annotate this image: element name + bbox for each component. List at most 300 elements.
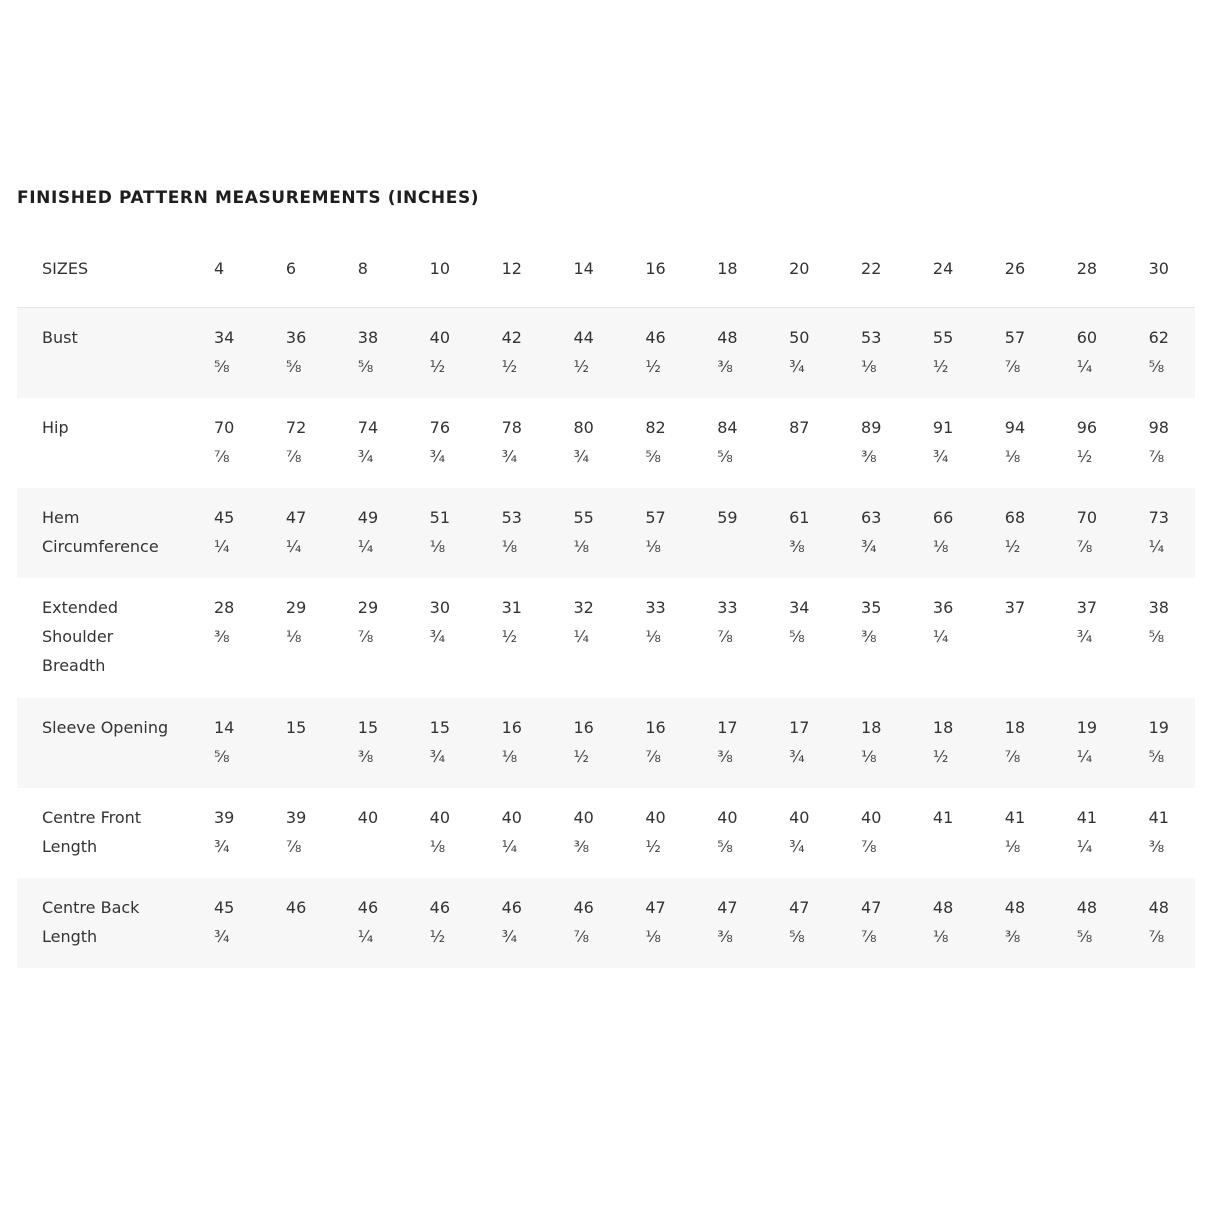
measurement-whole: 39 <box>285 808 307 827</box>
measurement-cell <box>692 398 764 488</box>
measurement-fraction: ¼ <box>932 627 949 646</box>
measurement-whole: 55 <box>573 508 594 527</box>
measurement-whole: 48 <box>932 898 954 917</box>
size-header-cell: 18 <box>692 230 764 308</box>
measurement-fraction: ⅞ <box>1148 447 1165 466</box>
measurement-whole: 30 <box>429 598 451 617</box>
measurement-cell <box>620 398 692 488</box>
measurement-fraction: ¾ <box>1076 627 1093 646</box>
size-header-cell: 28 <box>1052 230 1124 308</box>
measurement-fraction: ⅝ <box>1148 357 1165 376</box>
measurement-whole: 40 <box>501 808 522 827</box>
measurement-fraction: ⅛ <box>861 747 877 766</box>
measurement-whole: 53 <box>501 508 522 527</box>
measurement-cell <box>477 398 549 488</box>
measurement-cell <box>908 788 980 878</box>
measurement-cell <box>980 698 1052 788</box>
measurement-fraction: ¾ <box>214 837 230 856</box>
measurement-fraction: ⅞ <box>645 747 661 766</box>
measurement-whole: 57 <box>1004 328 1026 347</box>
measurement-fraction: ½ <box>1004 537 1021 556</box>
measurement-fraction: ⅞ <box>1004 747 1021 766</box>
measurement-fraction: ¼ <box>357 927 374 946</box>
measurement-fraction: ⅛ <box>429 537 446 556</box>
table-row <box>17 788 1195 878</box>
measurement-fraction: ⅛ <box>501 537 518 556</box>
header-row <box>17 230 1195 308</box>
measurement-whole: 48 <box>1004 898 1026 917</box>
measurement-cell <box>405 878 477 968</box>
measurement-cell <box>1052 398 1124 488</box>
row-label: Hip <box>17 398 189 488</box>
measurement-cell <box>908 398 980 488</box>
measurement-whole: 45 <box>214 898 235 917</box>
measurement-whole: 38 <box>357 328 379 347</box>
measurement-fraction: ½ <box>429 927 446 946</box>
measurement-fraction: ⅝ <box>1148 627 1165 646</box>
measurement-cell <box>692 578 764 698</box>
measurement-fraction: ¼ <box>357 537 374 556</box>
size-header-cell: 30 <box>1124 230 1196 308</box>
measurement-fraction: ½ <box>573 747 589 766</box>
measurement-fraction: ⅜ <box>357 747 374 766</box>
measurement-fraction: ⅞ <box>214 447 230 466</box>
measurement-cell <box>764 578 836 698</box>
measurement-cell <box>836 878 908 968</box>
measurement-whole: 40 <box>861 808 882 827</box>
measurement-cell <box>908 308 980 399</box>
measurement-fraction: ⅛ <box>645 927 661 946</box>
measurement-whole: 40 <box>429 808 451 827</box>
measurement-whole: 55 <box>932 328 954 347</box>
measurement-fraction: ¼ <box>1076 837 1093 856</box>
measurement-whole: 38 <box>1148 598 1169 617</box>
measurement-whole: 46 <box>645 328 666 347</box>
measurement-whole: 80 <box>573 418 594 437</box>
measurement-fraction: ⅞ <box>861 837 877 856</box>
measurement-fraction: ⅞ <box>357 627 374 646</box>
measurement-cell <box>1052 578 1124 698</box>
measurement-fraction: ⅜ <box>1004 927 1021 946</box>
measurement-fraction: ¾ <box>429 447 446 466</box>
measurement-fraction: ¼ <box>1148 537 1165 556</box>
measurement-whole: 33 <box>717 598 738 617</box>
measurement-fraction: ¾ <box>429 747 446 766</box>
measurement-fraction: ⅜ <box>717 357 733 376</box>
measurement-cell <box>548 878 620 968</box>
measurement-cell <box>620 788 692 878</box>
measurement-fraction: ⅞ <box>717 627 733 646</box>
measurement-fraction: ⅞ <box>1004 357 1021 376</box>
measurement-cell <box>620 578 692 698</box>
measurement-cell <box>1124 308 1196 399</box>
measurement-whole: 32 <box>573 598 594 617</box>
measurement-whole: 34 <box>789 598 810 617</box>
measurement-cell <box>548 488 620 578</box>
measurement-whole: 96 <box>1076 418 1098 437</box>
measurement-whole: 40 <box>717 808 738 827</box>
size-header-cell: 8 <box>333 230 405 308</box>
measurement-fraction: ⅞ <box>1076 537 1093 556</box>
measurement-cell <box>1052 488 1124 578</box>
measurement-cell <box>548 398 620 488</box>
measurement-fraction: ¾ <box>573 447 589 466</box>
measurement-cell <box>333 698 405 788</box>
measurement-fraction: ⅛ <box>1004 837 1021 856</box>
measurement-fraction: ¾ <box>789 357 805 376</box>
measurement-cell <box>620 308 692 399</box>
measurement-cell <box>1124 698 1196 788</box>
measurement-fraction <box>286 742 333 771</box>
measurement-cell <box>548 578 620 698</box>
table-row <box>17 488 1195 578</box>
measurement-fraction: ¼ <box>1076 747 1093 766</box>
measurement-fraction: ¼ <box>285 537 302 556</box>
measurement-cell <box>333 308 405 399</box>
measurement-fraction: ⅛ <box>645 537 661 556</box>
measurement-cell <box>692 308 764 399</box>
measurement-whole: 47 <box>717 898 738 917</box>
measurement-fraction: ⅞ <box>573 927 589 946</box>
row-label: Bust <box>17 308 189 399</box>
measurement-cell <box>764 308 836 399</box>
measurement-cell <box>261 578 333 698</box>
measurement-cell <box>1124 398 1196 488</box>
measurement-cell <box>764 878 836 968</box>
measurement-fraction: ¾ <box>861 537 877 556</box>
measurement-whole: 41 <box>1076 808 1098 827</box>
measurement-whole: 19 <box>1148 718 1169 737</box>
measurement-whole: 66 <box>932 508 954 527</box>
measurement-whole: 33 <box>645 598 666 617</box>
measurement-whole: 70 <box>1076 508 1098 527</box>
measurement-fraction: ⅝ <box>214 747 230 766</box>
measurement-cell <box>980 398 1052 488</box>
measurement-whole: 40 <box>357 808 379 827</box>
measurement-cell <box>908 698 980 788</box>
measurement-fraction: ¾ <box>357 447 374 466</box>
measurement-cell <box>261 788 333 878</box>
measurement-whole: 14 <box>214 718 235 737</box>
measurement-whole: 76 <box>429 418 451 437</box>
measurement-cell <box>620 878 692 968</box>
measurement-whole: 40 <box>645 808 666 827</box>
measurement-cell <box>764 788 836 878</box>
measurement-fraction: ¾ <box>429 627 446 646</box>
measurement-fraction: ¼ <box>501 837 518 856</box>
measurement-cell <box>333 878 405 968</box>
measurement-fraction: ⅜ <box>1148 837 1165 856</box>
measurement-cell <box>548 308 620 399</box>
measurement-fraction: ⅛ <box>501 747 518 766</box>
measurement-fraction <box>1005 622 1052 651</box>
size-header-cell: 22 <box>836 230 908 308</box>
measurement-whole: 29 <box>357 598 379 617</box>
measurement-fraction: ⅛ <box>285 627 302 646</box>
measurement-cell <box>764 398 836 488</box>
measurement-whole: 31 <box>501 598 522 617</box>
measurement-whole: 15 <box>429 718 451 737</box>
measurement-cell <box>405 488 477 578</box>
measurement-whole: 48 <box>1148 898 1169 917</box>
measurement-whole: 94 <box>1004 418 1026 437</box>
measurement-whole: 40 <box>573 808 594 827</box>
measurement-whole: 17 <box>717 718 738 737</box>
measurement-whole: 48 <box>1076 898 1098 917</box>
measurement-fraction: ⅞ <box>1148 927 1165 946</box>
size-header-cell: 6 <box>261 230 333 308</box>
measurement-fraction: ⅝ <box>357 357 374 376</box>
measurement-cell <box>477 878 549 968</box>
measurement-whole: 46 <box>501 898 522 917</box>
measurement-whole: 42 <box>501 328 522 347</box>
measurement-fraction: ⅜ <box>717 927 733 946</box>
measurement-whole: 57 <box>645 508 666 527</box>
measurement-fraction: ⅜ <box>861 627 877 646</box>
measurement-fraction: ½ <box>645 837 661 856</box>
measurement-cell <box>261 398 333 488</box>
measurement-cell <box>333 578 405 698</box>
measurement-whole: 84 <box>717 418 738 437</box>
measurement-whole: 59 <box>717 508 738 527</box>
measurement-whole: 61 <box>789 508 810 527</box>
measurement-cell <box>477 308 549 399</box>
measurement-fraction: ⅝ <box>1076 927 1093 946</box>
measurement-cell <box>477 788 549 878</box>
measurement-whole: 60 <box>1076 328 1098 347</box>
measurement-cell <box>548 698 620 788</box>
measurement-whole: 82 <box>645 418 666 437</box>
measurement-fraction: ½ <box>573 357 589 376</box>
measurement-whole: 39 <box>214 808 235 827</box>
measurement-fraction: ⅝ <box>1148 747 1165 766</box>
measurement-whole: 18 <box>861 718 882 737</box>
measurement-fraction <box>286 922 333 951</box>
measurement-fraction: ⅞ <box>861 927 877 946</box>
measurement-fraction: ½ <box>932 747 949 766</box>
measurement-fraction: ½ <box>932 357 949 376</box>
measurement-fraction <box>358 832 405 861</box>
measurement-cell <box>189 878 261 968</box>
page-title: FINISHED PATTERN MEASUREMENTS (INCHES) <box>17 188 480 208</box>
measurement-fraction: ½ <box>501 627 518 646</box>
measurement-whole: 72 <box>285 418 307 437</box>
measurement-cell <box>764 488 836 578</box>
measurement-fraction <box>717 532 764 561</box>
size-header-cell: 4 <box>189 230 261 308</box>
measurement-cell <box>405 578 477 698</box>
measurement-fraction: ¾ <box>214 927 230 946</box>
measurement-whole: 53 <box>861 328 882 347</box>
measurement-cell <box>1124 488 1196 578</box>
measurement-fraction: ⅝ <box>285 357 302 376</box>
table-row <box>17 398 1195 488</box>
measurement-fraction: ¾ <box>789 837 805 856</box>
measurement-fraction: ⅝ <box>717 447 733 466</box>
measurement-cell <box>836 698 908 788</box>
measurement-fraction: ⅝ <box>645 447 661 466</box>
measurement-whole: 40 <box>789 808 810 827</box>
measurement-whole: 46 <box>429 898 451 917</box>
measurement-whole: 15 <box>357 718 379 737</box>
measurement-cell <box>189 698 261 788</box>
measurement-whole: 91 <box>932 418 954 437</box>
measurement-cell <box>908 878 980 968</box>
measurement-whole: 47 <box>645 898 666 917</box>
row-label: Centre Back Length <box>17 878 189 968</box>
measurement-whole: 46 <box>573 898 594 917</box>
measurement-cell <box>189 488 261 578</box>
measurements-table <box>17 230 1195 968</box>
measurement-whole: 19 <box>1076 718 1098 737</box>
measurement-cell <box>692 878 764 968</box>
measurement-whole: 16 <box>645 718 666 737</box>
measurement-fraction: ½ <box>501 357 518 376</box>
measurement-fraction: ½ <box>645 357 661 376</box>
measurement-fraction: ½ <box>1076 447 1093 466</box>
measurement-whole: 47 <box>285 508 307 527</box>
measurement-cell <box>836 788 908 878</box>
sizes-header-label: SIZES <box>17 230 189 308</box>
measurement-whole: 74 <box>357 418 379 437</box>
measurement-fraction: ⅝ <box>717 837 733 856</box>
measurement-cell <box>692 488 764 578</box>
measurement-cell <box>1052 788 1124 878</box>
measurement-cell <box>333 488 405 578</box>
measurement-whole: 37 <box>1076 598 1098 617</box>
measurement-cell <box>692 788 764 878</box>
measurement-cell <box>692 698 764 788</box>
measurement-fraction: ⅜ <box>789 537 805 556</box>
measurement-cell <box>189 308 261 399</box>
measurement-whole: 46 <box>285 898 307 917</box>
measurement-fraction: ⅛ <box>573 537 589 556</box>
size-header-cell: 14 <box>548 230 620 308</box>
measurement-fraction: ⅜ <box>573 837 589 856</box>
measurement-fraction: ½ <box>429 357 446 376</box>
measurement-cell <box>405 698 477 788</box>
measurement-cell <box>405 308 477 399</box>
measurement-whole: 63 <box>861 508 882 527</box>
measurement-cell <box>189 398 261 488</box>
measurement-cell <box>261 488 333 578</box>
measurement-cell <box>836 308 908 399</box>
measurement-whole: 35 <box>861 598 882 617</box>
measurement-whole: 50 <box>789 328 810 347</box>
measurement-whole: 18 <box>1004 718 1026 737</box>
measurement-whole: 36 <box>932 598 954 617</box>
measurement-whole: 36 <box>285 328 307 347</box>
row-label: Extended Shoulder Breadth <box>17 578 189 698</box>
table-row <box>17 698 1195 788</box>
measurement-whole: 40 <box>429 328 451 347</box>
measurement-whole: 18 <box>932 718 954 737</box>
measurement-cell <box>1052 698 1124 788</box>
measurement-whole: 37 <box>1004 598 1026 617</box>
measurement-whole: 28 <box>214 598 235 617</box>
measurement-whole: 34 <box>214 328 235 347</box>
measurement-fraction: ¾ <box>501 927 518 946</box>
size-header-cell: 24 <box>908 230 980 308</box>
measurement-fraction: ¾ <box>932 447 949 466</box>
measurement-cell <box>333 788 405 878</box>
measurement-cell <box>980 878 1052 968</box>
measurement-whole: 51 <box>429 508 451 527</box>
measurement-cell <box>836 398 908 488</box>
row-label: Hem Circumference <box>17 488 189 578</box>
measurement-whole: 87 <box>789 418 810 437</box>
measurement-fraction <box>933 832 980 861</box>
measurement-fraction: ⅝ <box>789 927 805 946</box>
row-label: Centre Front Length <box>17 788 189 878</box>
measurement-fraction: ⅛ <box>861 357 877 376</box>
measurement-cell <box>405 398 477 488</box>
measurement-cell <box>836 578 908 698</box>
table-body <box>17 308 1195 969</box>
measurement-cell <box>980 788 1052 878</box>
measurement-whole: 47 <box>789 898 810 917</box>
measurement-cell <box>189 578 261 698</box>
measurement-cell <box>980 578 1052 698</box>
measurement-cell <box>764 698 836 788</box>
measurement-fraction: ⅛ <box>932 537 949 556</box>
measurement-whole: 78 <box>501 418 522 437</box>
size-header-cell: 12 <box>477 230 549 308</box>
measurement-whole: 98 <box>1148 418 1169 437</box>
measurement-cell <box>405 788 477 878</box>
measurement-whole: 17 <box>789 718 810 737</box>
table-row <box>17 578 1195 698</box>
row-label: Sleeve Opening <box>17 698 189 788</box>
measurement-whole: 44 <box>573 328 594 347</box>
measurement-fraction: ⅛ <box>1004 447 1021 466</box>
measurement-whole: 45 <box>214 508 235 527</box>
measurement-fraction <box>789 442 836 471</box>
measurement-fraction: ⅛ <box>932 927 949 946</box>
size-header-cell: 16 <box>620 230 692 308</box>
measurement-whole: 48 <box>717 328 738 347</box>
measurement-cell <box>1052 308 1124 399</box>
measurement-whole: 62 <box>1148 328 1169 347</box>
measurement-whole: 15 <box>285 718 307 737</box>
measurement-whole: 16 <box>501 718 522 737</box>
measurement-fraction: ¼ <box>1076 357 1093 376</box>
measurement-fraction: ¼ <box>573 627 589 646</box>
measurement-fraction: ⅝ <box>789 627 805 646</box>
measurement-fraction: ⅛ <box>429 837 446 856</box>
measurement-whole: 16 <box>573 718 594 737</box>
size-header-cell: 26 <box>980 230 1052 308</box>
measurement-fraction: ¼ <box>214 537 230 556</box>
measurement-fraction: ⅞ <box>285 837 302 856</box>
measurement-cell <box>261 308 333 399</box>
measurement-cell <box>908 578 980 698</box>
measurement-cell <box>980 488 1052 578</box>
measurement-whole: 89 <box>861 418 882 437</box>
measurement-whole: 47 <box>861 898 882 917</box>
measurement-fraction: ⅜ <box>717 747 733 766</box>
measurement-whole: 49 <box>357 508 379 527</box>
measurement-fraction: ¾ <box>789 747 805 766</box>
measurement-fraction: ⅜ <box>214 627 230 646</box>
table-row <box>17 308 1195 399</box>
measurement-fraction: ¾ <box>501 447 518 466</box>
table-row <box>17 878 1195 968</box>
measurement-cell <box>477 488 549 578</box>
measurement-fraction: ⅞ <box>285 447 302 466</box>
measurement-whole: 41 <box>1004 808 1026 827</box>
measurement-whole: 46 <box>357 898 379 917</box>
